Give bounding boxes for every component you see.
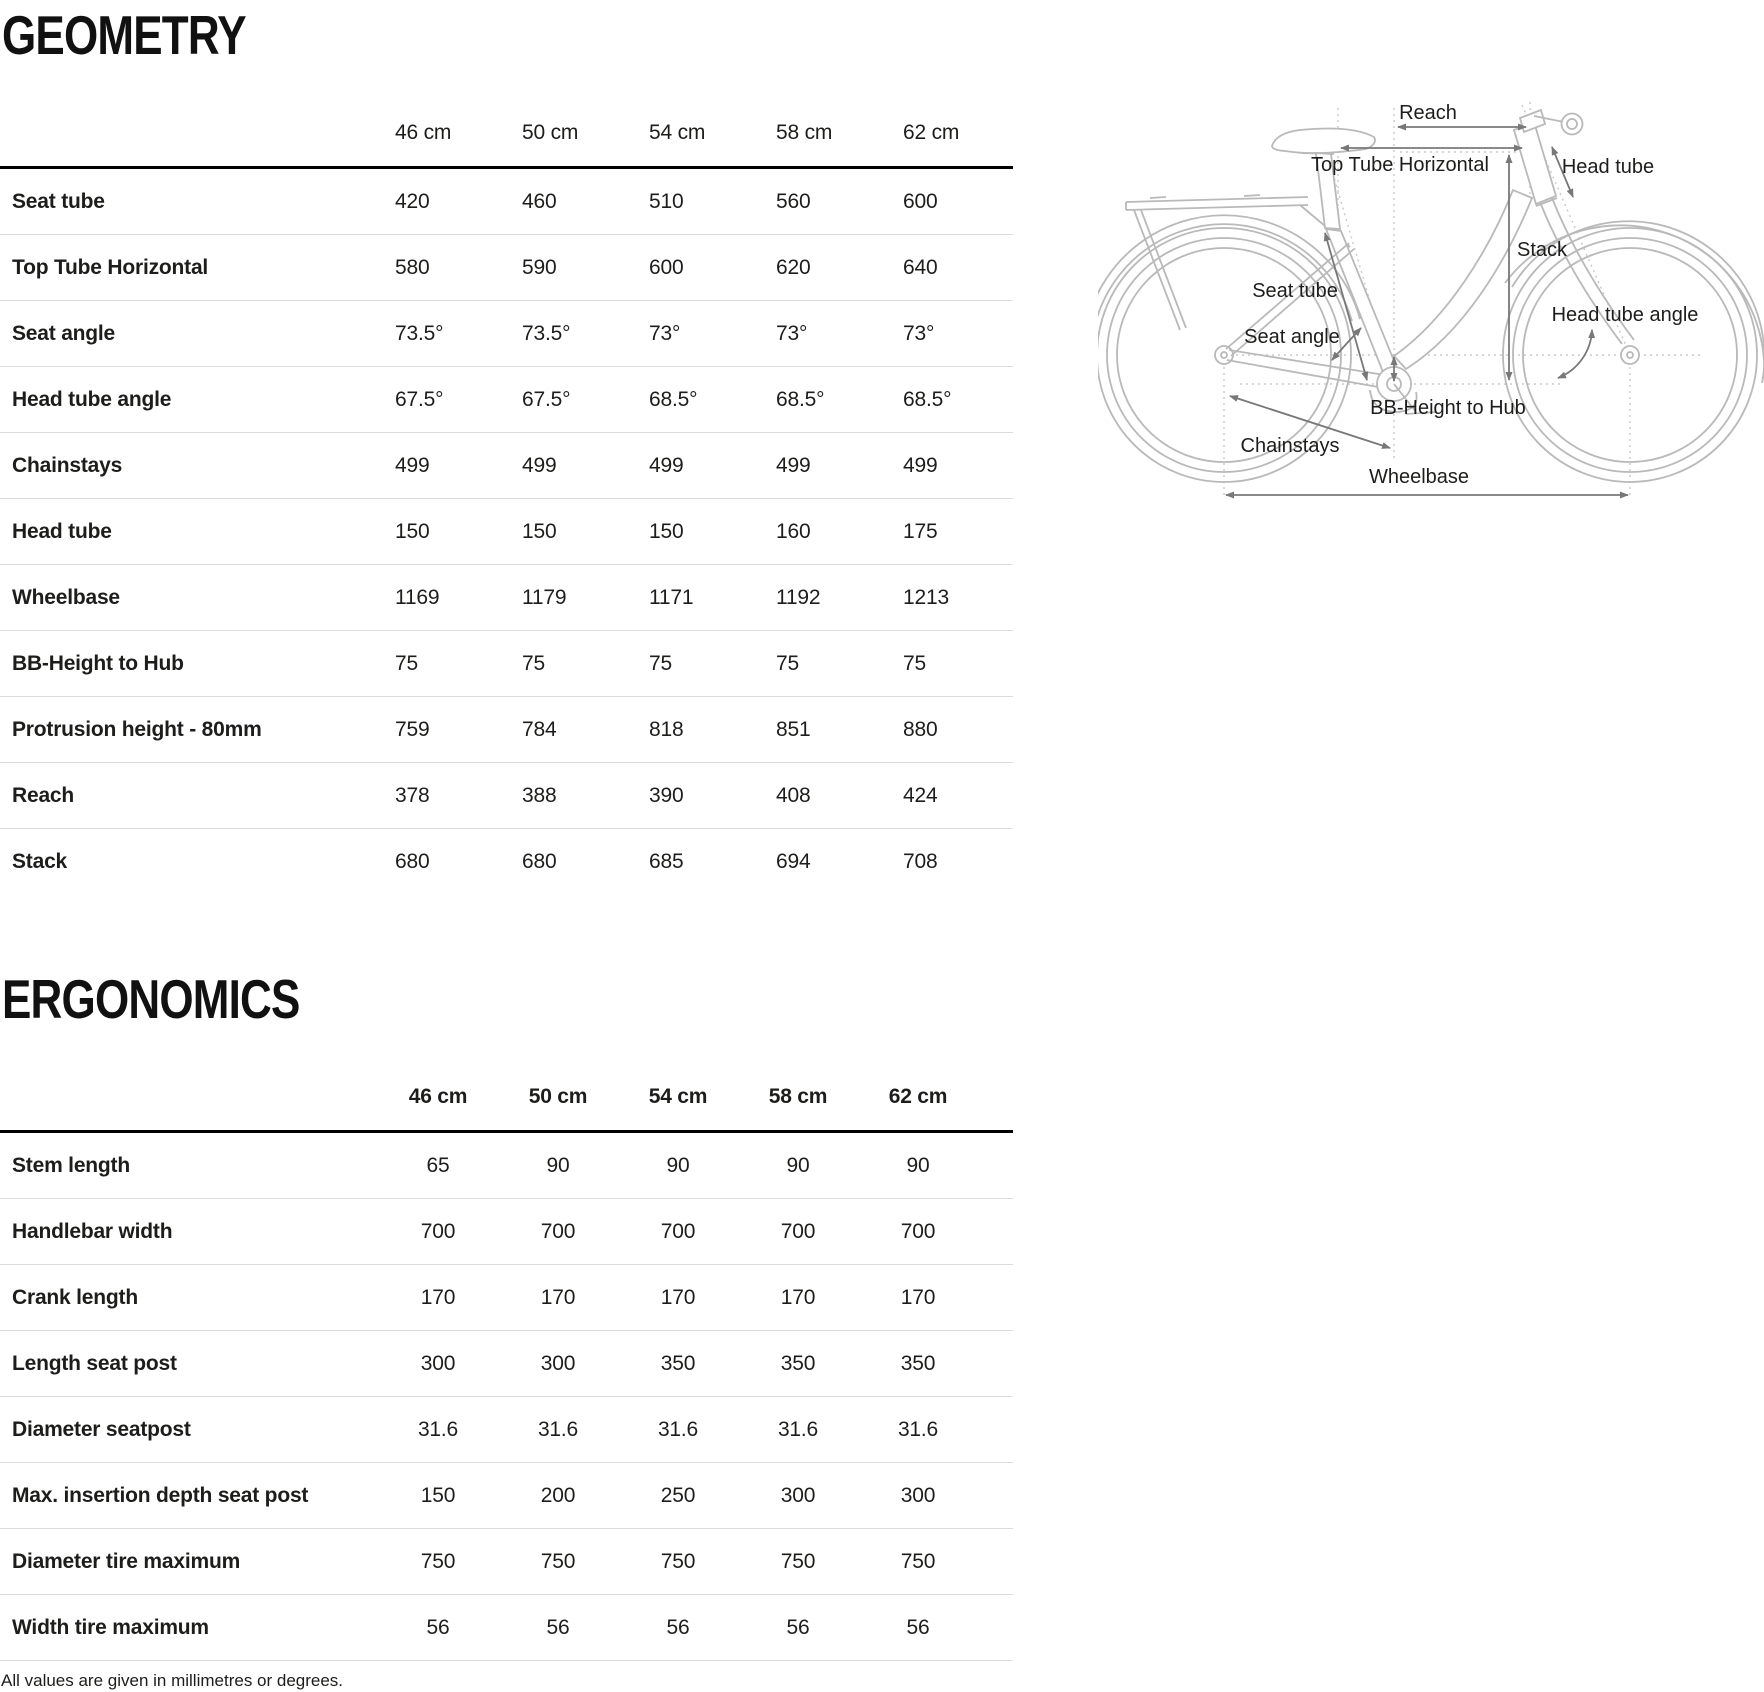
value-cell: 420 [395, 189, 430, 213]
diagram-label-top-tube-horizontal: Top Tube Horizontal [1311, 154, 1489, 176]
value-cell: 56 [666, 1615, 690, 1639]
row-label: BB-Height to Hub [12, 651, 184, 675]
value-cell: 75 [776, 651, 799, 675]
value-cell: 31.6 [417, 1417, 459, 1441]
value-cell: 388 [522, 783, 557, 807]
value-cell: 700 [420, 1219, 456, 1243]
row-reach [0, 763, 1013, 829]
row-label: Head tube [12, 519, 112, 543]
value-cell: 818 [649, 717, 684, 741]
row-diameter-seatpost [0, 1397, 1013, 1463]
value-cell: 600 [903, 189, 938, 213]
value-cell: 880 [903, 717, 938, 741]
value-cell: 685 [649, 849, 684, 873]
value-cell: 160 [776, 519, 811, 543]
column-header: 46 cm [408, 1085, 468, 1108]
units-footnote: All values are given in millimetres or degrees. [1, 1671, 344, 1690]
row-label: Length seat post [12, 1351, 177, 1375]
row-stack [0, 829, 1013, 894]
value-cell: 90 [666, 1153, 690, 1177]
value-cell: 56 [786, 1615, 810, 1639]
diagram-label-head-tube-angle: Head tube angle [1551, 304, 1699, 326]
value-cell: 73° [776, 321, 808, 345]
value-cell: 680 [395, 849, 430, 873]
value-cell: 31.6 [657, 1417, 699, 1441]
row-label: Reach [12, 783, 75, 807]
column-header: 58 cm [768, 1085, 828, 1108]
value-cell: 700 [900, 1219, 936, 1243]
value-cell: 170 [420, 1285, 456, 1309]
value-cell: 67.5° [522, 387, 571, 411]
value-cell: 590 [522, 255, 557, 279]
diagram-label-seat-tube: Seat tube [1252, 280, 1338, 302]
value-cell: 56 [906, 1615, 930, 1639]
geometry-header-row [0, 100, 1013, 169]
value-cell: 73° [903, 321, 935, 345]
value-cell: 1179 [522, 585, 567, 609]
value-cell: 700 [780, 1219, 816, 1243]
value-cell: 150 [649, 519, 684, 543]
value-cell: 851 [776, 717, 811, 741]
value-cell: 75 [649, 651, 672, 675]
row-crank-length [0, 1265, 1013, 1331]
value-cell: 759 [395, 717, 430, 741]
diagram-label-seat-angle: Seat angle [1244, 326, 1340, 348]
value-cell: 708 [903, 849, 938, 873]
value-cell: 700 [660, 1219, 696, 1243]
value-cell: 170 [660, 1285, 696, 1309]
value-cell: 150 [522, 519, 557, 543]
value-cell: 56 [426, 1615, 450, 1639]
value-cell: 31.6 [537, 1417, 579, 1441]
value-cell: 1171 [649, 585, 694, 609]
value-cell: 378 [395, 783, 430, 807]
row-seat-angle [0, 301, 1013, 367]
diagram-label-bb-height-to-hub: BB-Height to Hub [1370, 397, 1526, 419]
row-label: Top Tube Horizontal [12, 255, 209, 279]
bike-geometry-diagram [1098, 95, 1764, 507]
row-label: Seat angle [12, 321, 116, 345]
row-label: Protrusion height - 80mm [12, 717, 262, 741]
row-label: Stack [12, 849, 68, 873]
column-header: 50 cm [528, 1085, 588, 1108]
row-stem-length [0, 1133, 1013, 1199]
value-cell: 390 [649, 783, 684, 807]
geometry-title: GEOMETRY [2, 4, 246, 66]
row-label: Diameter seatpost [12, 1417, 191, 1441]
row-chainstays [0, 433, 1013, 499]
value-cell: 90 [546, 1153, 570, 1177]
value-cell: 499 [903, 453, 938, 477]
value-cell: 750 [420, 1549, 456, 1573]
row-label: Diameter tire maximum [12, 1549, 241, 1573]
value-cell: 300 [420, 1351, 456, 1375]
value-cell: 350 [660, 1351, 696, 1375]
diagram-label-chainstays: Chainstays [1240, 435, 1340, 457]
value-cell: 680 [522, 849, 557, 873]
row-wheelbase [0, 565, 1013, 631]
value-cell: 600 [649, 255, 684, 279]
value-cell: 73.5° [395, 321, 444, 345]
value-cell: 65 [426, 1153, 450, 1177]
value-cell: 750 [540, 1549, 576, 1573]
value-cell: 1169 [395, 585, 440, 609]
value-cell: 175 [903, 519, 938, 543]
value-cell: 620 [776, 255, 811, 279]
ergonomics-table [0, 1064, 1013, 1661]
value-cell: 250 [660, 1483, 696, 1507]
value-cell: 750 [780, 1549, 816, 1573]
value-cell: 67.5° [395, 387, 444, 411]
row-head-tube-angle [0, 367, 1013, 433]
row-label: Seat tube [12, 189, 105, 213]
value-cell: 300 [900, 1483, 936, 1507]
row-label: Chainstays [12, 453, 123, 477]
value-cell: 75 [903, 651, 926, 675]
value-cell: 75 [395, 651, 418, 675]
value-cell: 350 [900, 1351, 936, 1375]
row-label: Handlebar width [12, 1219, 173, 1243]
ergonomics-header-row [0, 1064, 1013, 1133]
geometry-table [0, 100, 1013, 894]
value-cell: 31.6 [897, 1417, 939, 1441]
column-header: 62 cm [888, 1085, 948, 1108]
value-cell: 460 [522, 189, 557, 213]
value-cell: 499 [395, 453, 430, 477]
value-cell: 424 [903, 783, 938, 807]
row-top-tube-horizontal [0, 235, 1013, 301]
row-bb-height-to-hub [0, 631, 1013, 697]
value-cell: 640 [903, 255, 938, 279]
value-cell: 68.5° [776, 387, 825, 411]
row-seat-tube [0, 169, 1013, 235]
column-header: 50 cm [522, 121, 579, 144]
row-label: Wheelbase [12, 585, 120, 609]
value-cell: 68.5° [903, 387, 952, 411]
column-header: 58 cm [776, 121, 833, 144]
value-cell: 350 [780, 1351, 816, 1375]
value-cell: 700 [540, 1219, 576, 1243]
row-label: Crank length [12, 1285, 138, 1309]
value-cell: 170 [540, 1285, 576, 1309]
column-header: 54 cm [649, 121, 706, 144]
row-diameter-tire-maximum [0, 1529, 1013, 1595]
value-cell: 73.5° [522, 321, 571, 345]
value-cell: 580 [395, 255, 430, 279]
column-header: 62 cm [903, 121, 960, 144]
row-protrusion-height [0, 697, 1013, 763]
diagram-label-wheelbase: Wheelbase [1368, 466, 1470, 488]
value-cell: 1192 [776, 585, 821, 609]
column-header: 46 cm [395, 121, 452, 144]
value-cell: 560 [776, 189, 811, 213]
value-cell: 499 [776, 453, 811, 477]
value-cell: 150 [420, 1483, 456, 1507]
row-label: Width tire maximum [12, 1615, 209, 1639]
row-width-tire-maximum [0, 1595, 1013, 1661]
value-cell: 408 [776, 783, 811, 807]
value-cell: 68.5° [649, 387, 698, 411]
value-cell: 31.6 [777, 1417, 819, 1441]
value-cell: 90 [786, 1153, 810, 1177]
row-label: Stem length [12, 1153, 130, 1177]
row-max-insertion-depth [0, 1463, 1013, 1529]
value-cell: 750 [660, 1549, 696, 1573]
value-cell: 75 [522, 651, 545, 675]
value-cell: 73° [649, 321, 681, 345]
row-label: Head tube angle [12, 387, 172, 411]
value-cell: 170 [900, 1285, 936, 1309]
row-handlebar-width [0, 1199, 1013, 1265]
value-cell: 300 [540, 1351, 576, 1375]
ergonomics-title: ERGONOMICS [2, 968, 300, 1030]
value-cell: 150 [395, 519, 430, 543]
value-cell: 499 [522, 453, 557, 477]
value-cell: 200 [540, 1483, 576, 1507]
value-cell: 170 [780, 1285, 816, 1309]
value-cell: 56 [546, 1615, 570, 1639]
diagram-label-reach: Reach [1399, 102, 1457, 124]
value-cell: 510 [649, 189, 684, 213]
row-label: Max. insertion depth seat post [12, 1483, 309, 1507]
diagram-label-head-tube: Head tube [1561, 156, 1655, 178]
value-cell: 499 [649, 453, 684, 477]
value-cell: 784 [522, 717, 557, 741]
diagram-label-stack: Stack [1516, 239, 1568, 261]
value-cell: 1213 [903, 585, 949, 609]
head-tube-angle-arrow [1558, 330, 1592, 378]
value-cell: 90 [906, 1153, 930, 1177]
value-cell: 750 [900, 1549, 936, 1573]
value-cell: 694 [776, 849, 811, 873]
column-header: 54 cm [648, 1085, 708, 1108]
value-cell: 300 [780, 1483, 816, 1507]
row-length-seat-post [0, 1331, 1013, 1397]
row-head-tube [0, 499, 1013, 565]
